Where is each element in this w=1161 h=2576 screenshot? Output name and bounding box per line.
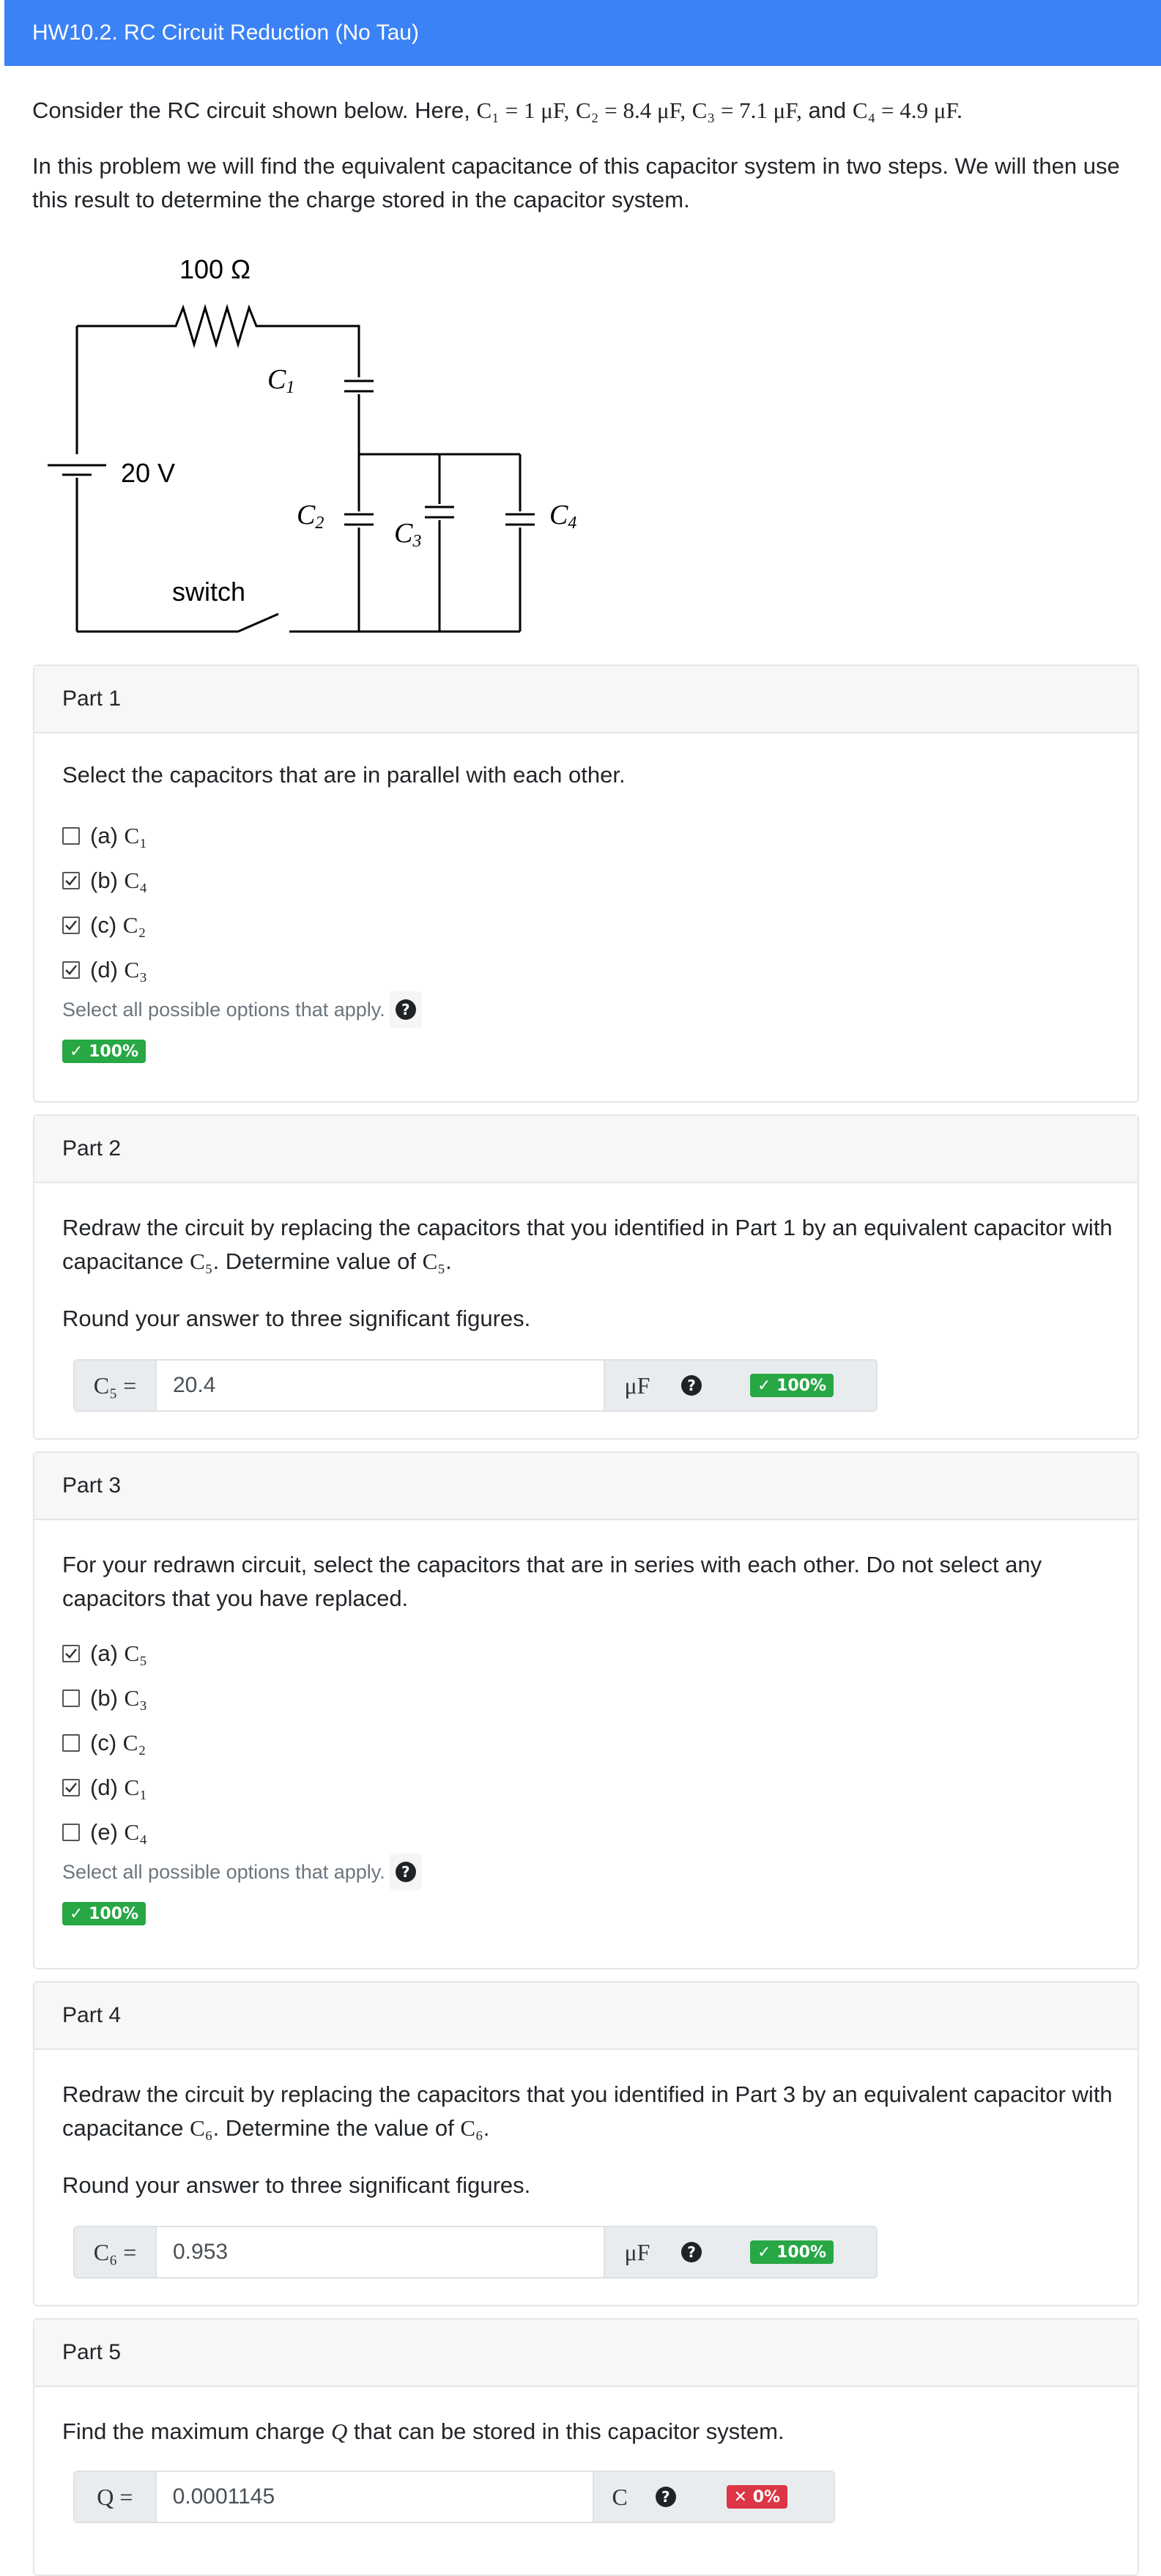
- checkbox-unchecked[interactable]: [62, 1734, 80, 1752]
- battery-label: 20 V: [121, 458, 176, 488]
- part2-score-badge: ✓ 100%: [750, 1374, 834, 1397]
- part5-score-badge: ✕ 0%: [727, 2485, 787, 2509]
- checkbox-checked[interactable]: [62, 1645, 80, 1662]
- page-title: HW10.2. RC Circuit Reduction (No Tau): [32, 21, 419, 45]
- help-icon[interactable]: ?: [681, 2242, 702, 2262]
- part3-option-e[interactable]: (e) C₄: [62, 1818, 147, 1847]
- part2-card: [33, 1114, 1139, 1440]
- intro-c4: C₄ = 4.9 μF.: [852, 97, 962, 123]
- c2-label: C2: [297, 500, 324, 533]
- part1-title: Part 1: [62, 686, 122, 711]
- switch-blade: [238, 614, 278, 632]
- part1-prompt: Select the capacitors that are in parallel with each other.: [62, 762, 626, 788]
- checkbox-checked[interactable]: [62, 872, 80, 889]
- part1-option-b[interactable]: (b) C₄: [62, 866, 147, 895]
- intro-c1: C₁ = 1 μF,: [476, 97, 570, 123]
- resistor-label: 100 Ω: [179, 254, 251, 284]
- part5-answer-input[interactable]: 0.0001145: [157, 2472, 595, 2522]
- part3-score-badge: ✓ 100%: [62, 1902, 146, 1925]
- part1-hint: Select all possible options that apply. ?: [62, 991, 422, 1028]
- intro-line-1: [32, 94, 962, 127]
- part3-title: Part 3: [62, 1473, 122, 1498]
- part4-input-label: C₆ =: [75, 2227, 157, 2277]
- part2-unit: μF: [605, 1361, 669, 1410]
- help-icon[interactable]: ?: [396, 999, 416, 1020]
- part4-score-badge: ✓ 100%: [750, 2240, 834, 2264]
- circuit-diagram: [37, 242, 593, 652]
- part2-answer-input[interactable]: 20.4: [157, 1361, 605, 1410]
- check-icon: [64, 919, 78, 932]
- part4-unit: μF: [605, 2227, 669, 2277]
- switch-label: switch: [172, 577, 246, 607]
- checkbox-checked[interactable]: [62, 1779, 80, 1796]
- checkbox-checked[interactable]: [62, 961, 80, 979]
- check-icon: [64, 1647, 78, 1660]
- c4-label: C4: [549, 500, 577, 533]
- part3-option-b[interactable]: (b) C₃: [62, 1684, 147, 1713]
- check-icon: [64, 963, 78, 977]
- part3-header: [34, 1453, 1138, 1520]
- part5-title: Part 5: [62, 2340, 122, 2364]
- check-icon: [64, 874, 78, 887]
- checkbox-unchecked[interactable]: [62, 827, 80, 845]
- part1-card: [33, 665, 1139, 1103]
- part4-card: [33, 1981, 1139, 2306]
- part2-round-note: Round your answer to three significant figures.: [62, 1306, 531, 1331]
- help-icon[interactable]: ?: [681, 1375, 702, 1396]
- checkbox-unchecked[interactable]: [62, 1824, 80, 1841]
- checkbox-unchecked[interactable]: [62, 1689, 80, 1707]
- part5-prompt: Find the maximum charge Q that can be stored in this capacitor system.: [62, 2418, 784, 2444]
- help-icon[interactable]: ?: [656, 2487, 676, 2507]
- part3-option-a[interactable]: (a) C₅: [62, 1639, 147, 1668]
- checkbox-checked[interactable]: [62, 917, 80, 934]
- part3-option-d[interactable]: (d) C₁: [62, 1773, 147, 1802]
- part4-answer-input[interactable]: 0.953: [157, 2227, 605, 2277]
- part4-header: [34, 1983, 1138, 2050]
- part4-title: Part 4: [62, 2003, 122, 2027]
- part1-header: [34, 666, 1138, 733]
- intro-c3: C₃ = 7.1 μF,: [691, 97, 802, 123]
- part2-input-group: [73, 1359, 878, 1412]
- part5-card: [33, 2318, 1139, 2576]
- part2-prompt: Redraw the circuit by replacing the capacitors that you identified in Part 1 by an equivalent capacitor with capacitance C₅. Determine value of C₅.: [62, 1215, 1113, 1274]
- part3-option-c[interactable]: (c) C₂: [62, 1728, 146, 1758]
- part1-option-c[interactable]: (c) C₂: [62, 911, 146, 940]
- part5-unit: C: [594, 2472, 645, 2522]
- intro-paragraph: In this problem we will find the equivalent capacitance of this capacitor system in two steps. We will then use this result to determine the charge stored in the capacitor system.: [32, 153, 1120, 212]
- part4-prompt: Redraw the circuit by replacing the capacitors that you identified in Part 3 by an equivalent capacitor with capacitance C₆. Determine the value of C₆.: [62, 2081, 1113, 2141]
- intro-text: Consider the RC circuit shown below. Here,: [32, 97, 470, 123]
- part3-card: [33, 1451, 1139, 1969]
- c3-label: C3: [394, 518, 422, 551]
- check-icon: [64, 1781, 78, 1794]
- intro-and: and: [808, 97, 847, 123]
- part3-hint: Select all possible options that apply. ?: [62, 1854, 422, 1890]
- resistor: [168, 308, 265, 344]
- intro-c2: C₂ = 8.4 μF,: [575, 97, 686, 123]
- help-icon[interactable]: ?: [396, 1862, 416, 1882]
- part3-prompt: For your redrawn circuit, select the capacitors that are in series with each other. Do not select any capacitors that you have replaced.: [62, 1552, 1042, 1611]
- part2-title: Part 2: [62, 1136, 122, 1161]
- part4-round-note: Round your answer to three significant figures.: [62, 2172, 531, 2198]
- part4-input-group: [73, 2226, 878, 2279]
- part1-option-d[interactable]: (d) C₃: [62, 955, 147, 985]
- part1-score-badge: ✓ 100%: [62, 1040, 146, 1063]
- part5-input-label: Q =: [75, 2472, 157, 2522]
- part5-header: [34, 2320, 1138, 2387]
- part1-option-a[interactable]: (a) C₁: [62, 821, 147, 851]
- part2-input-label: C₅ =: [75, 1361, 157, 1410]
- page-title-bar: [4, 0, 1161, 66]
- c1-label: C1: [267, 364, 295, 397]
- part2-header: [34, 1116, 1138, 1183]
- part5-input-group: [73, 2470, 835, 2523]
